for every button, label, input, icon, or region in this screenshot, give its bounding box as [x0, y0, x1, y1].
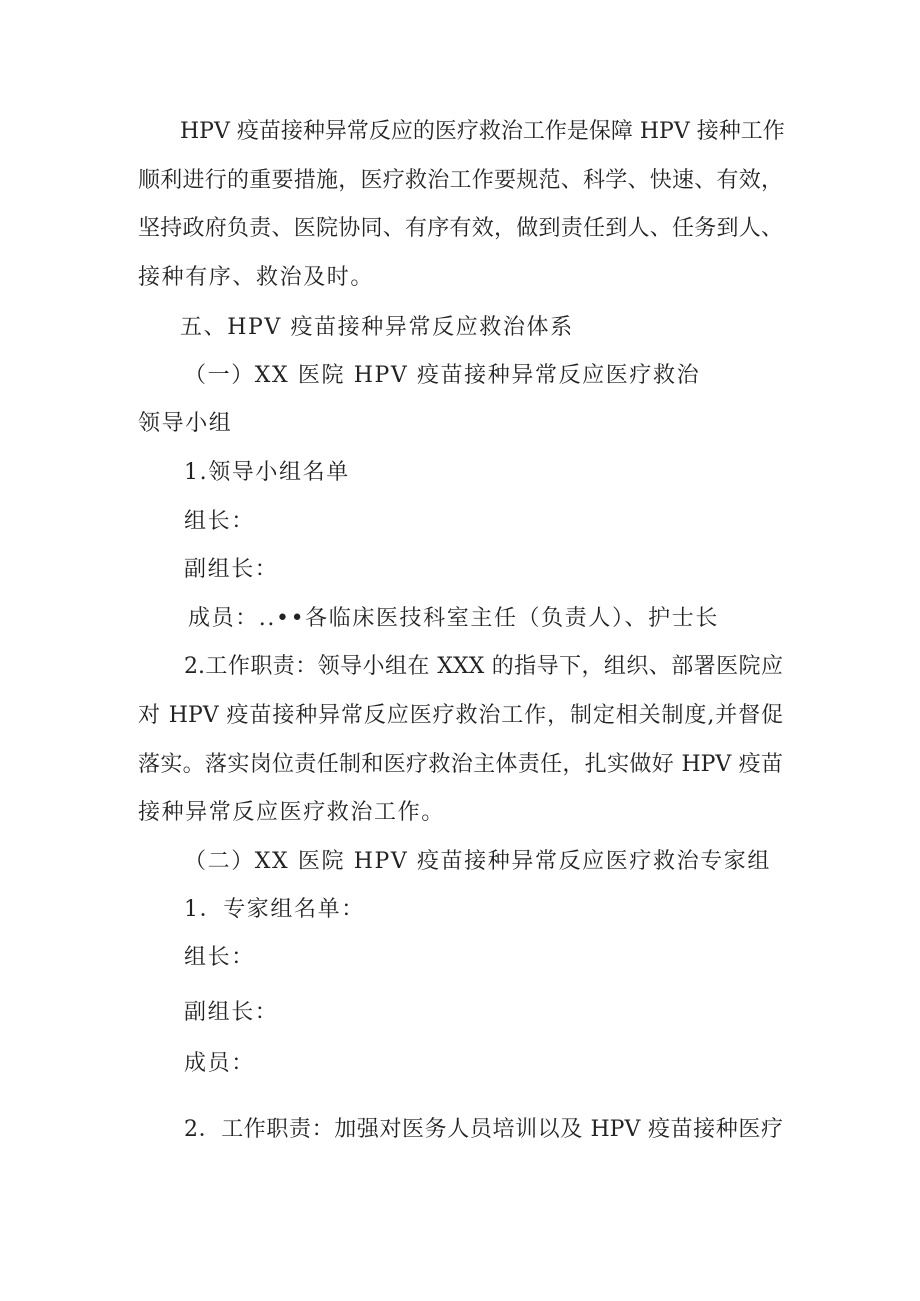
- duty-paragraph-line-3: 落实。落实岗位责任制和医疗救治主体责任，扎实做好 HPV 疫苗: [138, 752, 783, 777]
- paragraph-1-line-1: HPV 疫苗接种异常反应的医疗救治工作是保障 HPV 接种工作: [180, 119, 785, 144]
- deputy-leader-label: 副组长：: [184, 557, 279, 582]
- expert-deputy-leader-label: 副组长：: [184, 1000, 279, 1025]
- expert-members-label: 成员：: [184, 1051, 255, 1076]
- subsection-2-heading: （二）XX 医院 HPV 疫苗接种异常反应医疗救治专家组: [184, 849, 771, 874]
- subsection-1-heading-line-1: （一）XX 医院 HPV 疫苗接种异常反应医疗救治: [184, 363, 701, 388]
- leadership-list-title: 1.领导小组名单: [184, 460, 350, 485]
- subsection-1-heading-line-2: 领导小组: [138, 411, 233, 436]
- paragraph-1-line-2: 顺利进行的重要措施，医疗救治工作要规范、科学、快速、有效，: [138, 168, 783, 193]
- section-5-heading: 五、HPV 疫苗接种异常反应救治体系: [180, 315, 574, 340]
- duty-paragraph-line-4: 接种异常反应医疗救治工作。: [138, 800, 445, 825]
- duty-paragraph-line-1: 2.工作职责：领导小组在 XXX 的指导下，组织、部署医院应: [184, 654, 783, 679]
- duty-paragraph-line-2: 对 HPV 疫苗接种异常反应医疗救治工作，制定相关制度,并督促: [138, 703, 783, 728]
- expert-leader-label: 组长：: [184, 945, 255, 970]
- paragraph-1-line-3: 坚持政府负责、医院协同、有序有效，做到责任到人、任务到人、: [138, 216, 783, 241]
- expert-duty-line-1: 2．工作职责：加强对医务人员培训以及 HPV 疫苗接种医疗: [184, 1117, 783, 1142]
- expert-list-title: 1．专家组名单：: [184, 897, 365, 922]
- leader-label: 组长：: [184, 509, 255, 534]
- paragraph-1-line-4: 接种有序、救治及时。: [138, 265, 375, 290]
- members-line: 成员：..••各临床医技科室主任（负责人）、护士长: [188, 606, 719, 631]
